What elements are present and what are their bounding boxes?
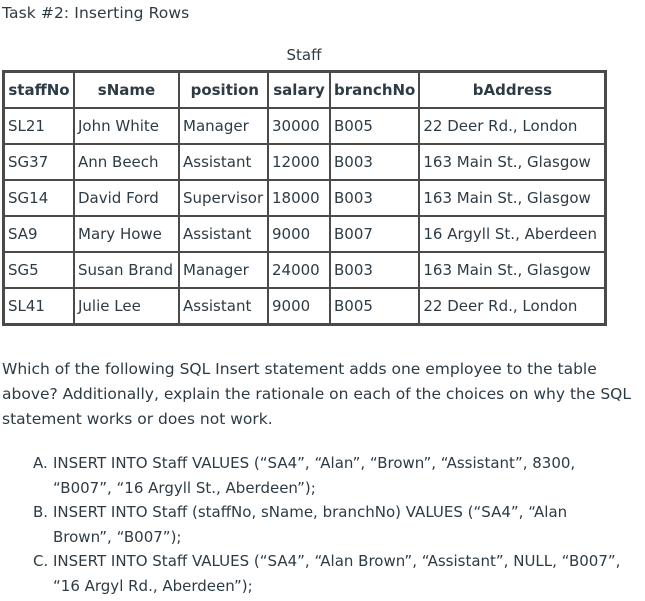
table-row [4,216,605,252]
staff-table [2,70,607,326]
cell-sname: Susan Brand [74,252,179,288]
cell-staffno: SG14 [4,180,74,216]
option-b [33,500,623,549]
option-letter: C. [33,552,49,570]
cell-baddress: 22 Deer Rd., London [419,288,605,324]
cell-position: Manager [179,108,268,144]
cell-sname: Mary Howe [74,216,179,252]
option-text: INSERT INTO Staff VALUES (“SA4”, “Alan”, “Brown”, “Assistant”, 8300, “B007”, “16 Argyll St., Aberdeen”); [53,454,576,497]
cell-position: Assistant [179,288,268,324]
cell-baddress: 163 Main St., Glasgow [419,144,605,180]
cell-position: Manager [179,252,268,288]
cell-salary: 9000 [268,288,330,324]
question-text: Which of the following SQL Insert statement adds one employee to the table above? Additionally, explain the rationale on each of the choices on why the SQL statement works or does not work. [2,360,631,428]
cell-branchno: B005 [330,288,419,324]
cell-salary: 18000 [268,180,330,216]
cell-branchno: B003 [330,144,419,180]
cell-salary: 9000 [268,216,330,252]
cell-position: Assistant [179,216,268,252]
option-letter: B. [33,503,49,521]
table-row [4,288,605,324]
cell-branchno: B005 [330,108,419,144]
header-position: position [179,72,268,108]
cell-branchno: B003 [330,180,419,216]
cell-branchno: B003 [330,252,419,288]
cell-baddress: 163 Main St., Glasgow [419,180,605,216]
answer-options [33,451,623,598]
cell-sname: John White [74,108,179,144]
header-sname: sName [74,72,179,108]
option-text: INSERT INTO Staff VALUES (“SA4”, “Alan Brown”, “Assistant”, NULL, “B007”, “16 Argyl Rd., Aberdeen”); [53,552,621,595]
cell-sname: Ann Beech [74,144,179,180]
task-title: Task #2: Inserting Rows [2,4,190,22]
cell-sname: David Ford [74,180,179,216]
cell-baddress: 163 Main St., Glasgow [419,252,605,288]
option-c [33,549,623,598]
cell-position: Assistant [179,144,268,180]
cell-branchno: B007 [330,216,419,252]
cell-staffno: SA9 [4,216,74,252]
cell-staffno: SL21 [4,108,74,144]
cell-staffno: SG5 [4,252,74,288]
cell-baddress: 22 Deer Rd., London [419,108,605,144]
cell-staffno: SL41 [4,288,74,324]
table-row [4,252,605,288]
cell-position: Supervisor [179,180,268,216]
table-row [4,108,605,144]
option-a [33,451,623,500]
cell-baddress: 16 Argyll St., Aberdeen [419,216,605,252]
table-header-row [4,72,605,108]
header-salary: salary [268,72,330,108]
cell-salary: 30000 [268,108,330,144]
header-baddress: bAddress [419,72,605,108]
option-letter: A. [33,454,48,472]
cell-salary: 24000 [268,252,330,288]
header-staffno: staffNo [4,72,74,108]
cell-salary: 12000 [268,144,330,180]
option-text: INSERT INTO Staff (staffNo, sName, branchNo) VALUES (“SA4”, “Alan Brown”, “B007”); [53,503,568,546]
cell-sname: Julie Lee [74,288,179,324]
table-row [4,144,605,180]
cell-staffno: SG37 [4,144,74,180]
header-branchno: branchNo [330,72,419,108]
table-caption: Staff [286,46,322,64]
table-row [4,180,605,216]
